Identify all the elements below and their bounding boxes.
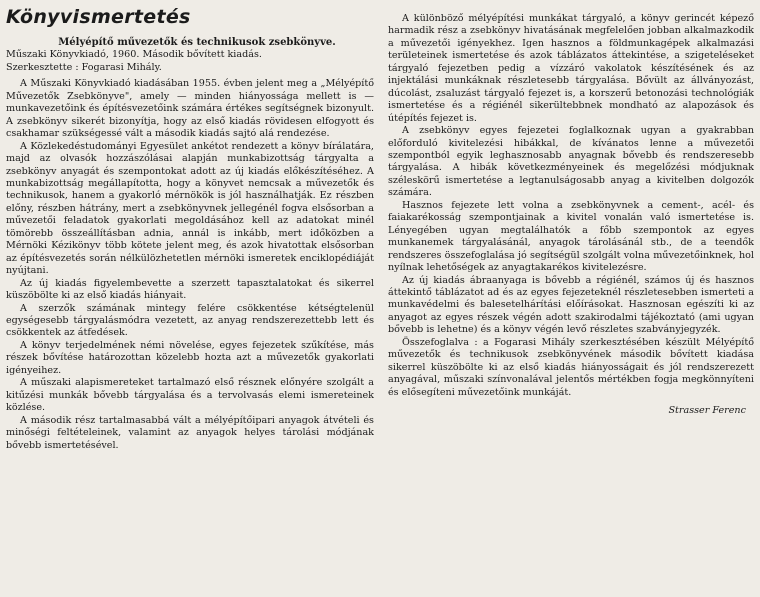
paragraph: A szerzők számának mintegy felére csökkentése kétségtelenül egységesebb tárgyalásmódra vezetett, az anyag rendszerezettebb lett és csökkentek az átfedések. bbox=[6, 302, 374, 339]
left-column bbox=[6, 0, 374, 452]
paragraph: A különböző mélyépítési munkákat tárgyaló, a könyv gerincét képező harmadik rész a zsebkönyv hivatásának megfelelően jobban alkalmazkodik a művezetői igényekhez. Igen hasznos a földmunkagépek alkalmazási területeinek ismertetése és azok táblázatos áttekintése, a szigeteléseket tárgyaló fejezetben pedig a vízzáró vakolatok készítésének és az injektálási munkáknak részletesebb tárgyalása. Bővült az állványozást, dúcolást, zsaluzást tárgyaló fejezet is, a korszerű betonozási technológiák ismertetése és a régiénél sikerültebbnek mondható az alapozások és útépítés fejezet is. bbox=[388, 13, 754, 124]
paragraph: Összefoglalva : a Fogarasi Mihály szerkesztésében készült Mélyépítő művezetők és technikusok zsebkönyvének második bővített kiadása sikerrel küszöbölte ki az első kiadás hiányosságait és jól rendszerezett anyagával, műszaki színvonalával jelentős mértékben fogja megkönnyíteni és elősegíteni művezetőink munkáját. bbox=[388, 336, 754, 398]
right-column bbox=[388, 13, 754, 418]
paragraph: A műszaki alapismereteket tartalmazó első résznek előnyére szolgált a kitűzési munkák bővebb tárgyalása és a tervolvasás elemi ismereteinek közlése. bbox=[6, 377, 374, 414]
paragraph: A második rész tartalmasabbá vált a mélyépítőipari anyagok átvételi és minőségi feltételeinek, valamint az anyagok helyes tárolási módjának bővebb ismertetésével. bbox=[6, 414, 374, 451]
paragraph: A zsebkönyv egyes fejezetei foglalkoznak ugyan a gyakrabban előforduló kivitelezési hibákkal, de kívánatos lenne a művezetői szempontból egyik leghasznosabb anyagnak bővebb és rendszeresebb tárgyalása. A hibák következményeinek és megelőzési módjuknak széleskörű ismertetése a legtanulságosabb anyag a kivitelben dolgozók számára. bbox=[388, 125, 754, 199]
paragraph: Hasznos fejezete lett volna a zsebkönyvnek a cement-, acél- és faiakarékosság szempontjainak a kivitel vonalán való ismertetése is. Lényegében ugyan megtalálhatók a főbb szempontok az egyes munkanemek tárgyalásánál, anyagok tárolásánál stb., de a teendők rendszeres összefoglalása jó segítségül szolgált volna művezetőinknek, hol nyílnak lehetőségek az anyagtakarékos kivitelezésre. bbox=[388, 199, 754, 274]
paragraph: A Közlekedéstudományi Egyesület ankétot rendezett a könyv bírálatára, majd az olvasók hozzászólásai alapján munkabizottság tárgyalta a zsebkönyv anyagát és szempontokat adott az új kiadás előkészítéséhez. A munkabizottság megállapította, hogy a könyvet nemcsak a művezetők és technikusok, hanem a gyakorló mérnökök is jól használhatják. Ez részben előny, részben hátrány, mert a zsebkönyvnek jellegénél fogva elsősorban a művezetői feladatok gyakorlati megoldásához kell az adatokat minél tömörebb összeállításban adnia, annál is inkább, mert időközben a Mérnöki Kézikönyv több kötete jelent meg, és azok hivatottak elsősorban az építésvezetés során nélkülözhetetlen mérnöki ismeretek enciklopédiáját nyújtani. bbox=[6, 140, 374, 277]
book-title: Mélyépítő művezetők és technikusok zsebkönyve. bbox=[58, 37, 336, 48]
publisher-line: Műszaki Könyvkiadó, 1960. Második bővített kiadás. bbox=[6, 49, 262, 61]
section-title: Könyvismertetés bbox=[6, 6, 191, 28]
reviewer-signature: Strasser Ferenc bbox=[668, 405, 746, 417]
paragraph: Az új kiadás ábraanyaga is bővebb a régiénél, számos új és hasznos áttekintő táblázatot ad és az egyes fejezeteknél részletesebben ismerteti a munkavédelmi és balesetelhárítási előírásokat. Hasznosan egészíti ki az anyagot az egyes részek végén adott szakirodalmi tájékoztató (ami ugyan bővebb is lehetne) és a könyv végén levő részletes szabványjegyzék. bbox=[388, 274, 754, 336]
editor-line: Szerkesztette : Fogarasi Mihály. bbox=[6, 61, 162, 73]
paragraph: A könyv terjedelmének némi növelése, egyes fejezetek szűkítése, más részek bővítése határozottan közelebb hozta azt a művezetők gyakorlati igényeihez. bbox=[6, 339, 374, 376]
paragraph: Az új kiadás figyelembevette a szerzett tapasztalatokat és sikerrel küszöbölte ki az első kiadás hiányait. bbox=[6, 277, 374, 302]
paragraph: A Műszaki Könyvkiadó kiadásában 1955. évben jelent meg a „Mélyépítő Művezetők Zsebkönyve", amely — minden hiányossága mellett is — munkavezetőink és építésvezetőink számára értékes segítségnek bizonyult. A zsebkönyv sikerét bizonyítja, hogy az első kiadás rövidesen elfogyott és csakhamar szükségessé vált a második kiadás sajtó alá rendezése. bbox=[6, 78, 374, 140]
